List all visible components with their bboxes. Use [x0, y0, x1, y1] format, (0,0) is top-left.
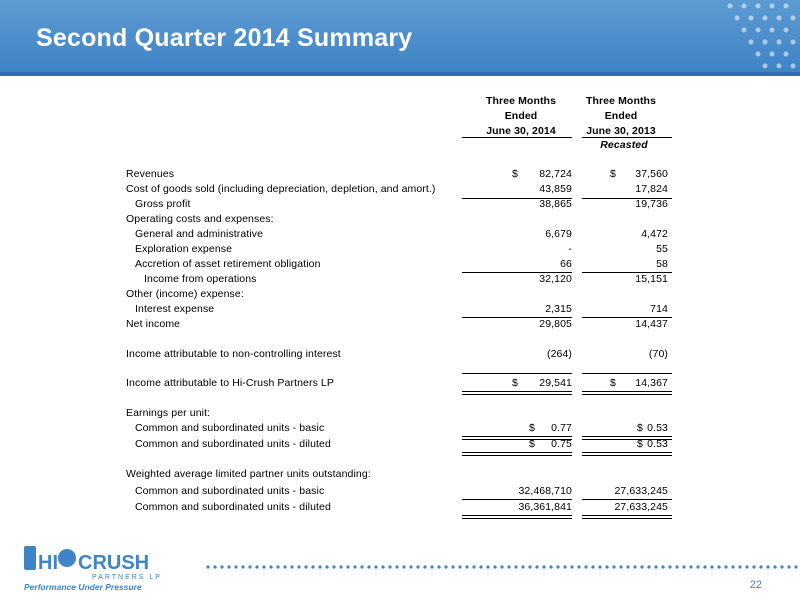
- subtotal-line-2: [582, 373, 672, 374]
- footer-dot: [633, 565, 636, 568]
- footer-dot: [724, 565, 727, 568]
- footer-dot: [339, 565, 342, 568]
- footer-dot: [773, 565, 776, 568]
- footer-dot: [577, 565, 580, 568]
- footer-dot: [654, 565, 657, 568]
- footer-dot: [486, 565, 489, 568]
- footer-dot: [528, 565, 531, 568]
- footer-dot-rule: [205, 564, 800, 570]
- footer-dot: [318, 565, 321, 568]
- footer-dot: [381, 565, 384, 568]
- footer-dot: [794, 565, 797, 568]
- footer-dot: [311, 565, 314, 568]
- footer-dot: [402, 565, 405, 568]
- footer-dot: [297, 565, 300, 568]
- footer-dot: [717, 565, 720, 568]
- footer-dot: [556, 565, 559, 568]
- footer-dot: [738, 565, 741, 568]
- footer-dot: [626, 565, 629, 568]
- footer-dot: [241, 565, 244, 568]
- footer-dot: [395, 565, 398, 568]
- footer-dot: [325, 565, 328, 568]
- footer-dot: [612, 565, 615, 568]
- svg-text:PARTNERS LP: PARTNERS LP: [92, 574, 162, 581]
- footer-dot: [409, 565, 412, 568]
- footer-dot: [514, 565, 517, 568]
- svg-text:Performance Under Pressure: Performance Under Pressure: [24, 582, 142, 592]
- footer-dot: [640, 565, 643, 568]
- footer-dot: [570, 565, 573, 568]
- footer-dot: [500, 565, 503, 568]
- footer-dot: [549, 565, 552, 568]
- recasted-label: Recasted: [600, 139, 648, 151]
- footer-dot: [248, 565, 251, 568]
- footer-dot: [234, 565, 237, 568]
- footer-dot: [535, 565, 538, 568]
- footer-dot: [710, 565, 713, 568]
- footer-dot: [584, 565, 587, 568]
- footer-dot: [766, 565, 769, 568]
- footer-dot: [696, 565, 699, 568]
- footer-dot: [430, 565, 433, 568]
- footer-dot: [521, 565, 524, 568]
- col2-header: Three Months Ended June 30, 2013: [585, 95, 657, 137]
- total-double-line-1: [462, 452, 572, 456]
- footer-dot: [752, 565, 755, 568]
- footer-dot: [479, 565, 482, 568]
- footer-dot: [661, 565, 664, 568]
- footer-dot: [759, 565, 762, 568]
- footer-dot: [255, 565, 258, 568]
- footer-dot: [563, 565, 566, 568]
- footer-dot: [332, 565, 335, 568]
- footer-dot: [605, 565, 608, 568]
- footer-dot: [493, 565, 496, 568]
- title-bar: [0, 0, 800, 76]
- footer-dot: [591, 565, 594, 568]
- col1-header: Three Months Ended June 30, 2014: [485, 95, 557, 137]
- footer-dot: [668, 565, 671, 568]
- total-double-line-1: [462, 515, 572, 519]
- slide-title: Second Quarter 2014 Summary: [36, 24, 413, 52]
- footer-dot: [388, 565, 391, 568]
- footer-dot: [304, 565, 307, 568]
- footer-dot: [675, 565, 678, 568]
- subtotal-line-1: [462, 373, 572, 374]
- footer-dot: [290, 565, 293, 568]
- footer-dot: [423, 565, 426, 568]
- footer-dot: [472, 565, 475, 568]
- footer-dot: [346, 565, 349, 568]
- footer-dot: [262, 565, 265, 568]
- footer-dot: [360, 565, 363, 568]
- footer-dot: [213, 565, 216, 568]
- footer-dot: [276, 565, 279, 568]
- footer-dot: [451, 565, 454, 568]
- footer-dot: [780, 565, 783, 568]
- footer-dot: [703, 565, 706, 568]
- hi-crush-logo: [22, 540, 162, 592]
- footer-dot: [542, 565, 545, 568]
- footer-dot: [206, 565, 209, 568]
- total-double-line-1: [462, 391, 572, 395]
- footer-dot: [269, 565, 272, 568]
- svg-text:CRUSH: CRUSH: [78, 552, 150, 574]
- footer-dot: [416, 565, 419, 568]
- svg-text:HI: HI: [38, 552, 58, 574]
- footer-dot: [353, 565, 356, 568]
- decorative-dots: [710, 0, 800, 76]
- header-underline-1: [462, 137, 572, 138]
- footer-dot: [227, 565, 230, 568]
- footer-dot: [787, 565, 790, 568]
- footer-dot: [374, 565, 377, 568]
- total-double-line-2: [582, 515, 672, 519]
- footer-dot: [682, 565, 685, 568]
- footer-dot: [689, 565, 692, 568]
- footer-dot: [745, 565, 748, 568]
- footer-dot: [619, 565, 622, 568]
- footer-dot: [647, 565, 650, 568]
- footer-dot: [437, 565, 440, 568]
- footer-dot: [731, 565, 734, 568]
- footer-dot: [598, 565, 601, 568]
- page-number: 22: [749, 579, 762, 591]
- footer-dot: [220, 565, 223, 568]
- total-double-line-2: [582, 391, 672, 395]
- total-double-line-2: [582, 452, 672, 456]
- footer-dot: [367, 565, 370, 568]
- footer-dot: [507, 565, 510, 568]
- footer-dot: [444, 565, 447, 568]
- footer-dot: [465, 565, 468, 568]
- footer-dot: [458, 565, 461, 568]
- footer-dot: [283, 565, 286, 568]
